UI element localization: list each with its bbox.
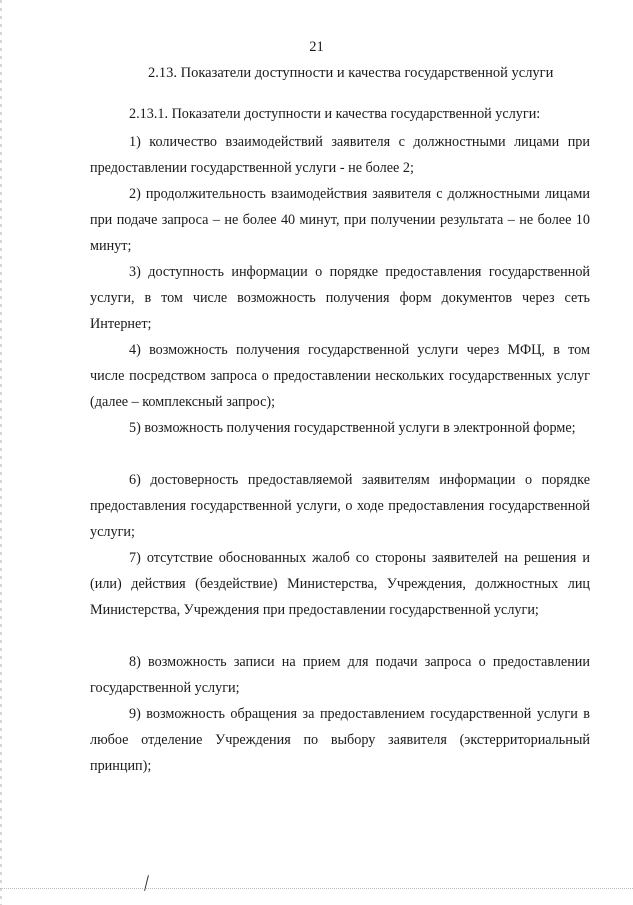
subsection-title: 2.13.1. Показатели доступности и качества государственной услуги: — [129, 106, 541, 122]
list-item-text: 6) достоверность предоставляемой заявителям информации о порядке предоставления государственной услуги, о ходе предоставления государственной услуги; — [90, 472, 590, 540]
list-item-5 — [90, 415, 590, 441]
list-item-text: 5) возможность получения государственной услуги в электронной форме; — [129, 420, 576, 436]
list-item-1 — [90, 129, 590, 181]
list-item-9 — [90, 701, 590, 779]
list-item-4 — [90, 337, 590, 415]
section-title: 2.13. Показатели доступности и качества государственной услуги — [148, 65, 554, 81]
list-item-7 — [90, 545, 590, 623]
list-item-text: 9) возможность обращения за предоставлением государственной услуги в любое отделение Учреждения по выбору заявителя (экстерриториальный принцип); — [90, 706, 590, 774]
list-item-8 — [90, 649, 590, 701]
bottom-rule — [0, 888, 633, 889]
list-item-2 — [90, 181, 590, 259]
list-item-text: 2) продолжительность взаимодействия заявителя с должностными лицами при подаче запроса – не более 40 минут, при получении результата – не более 10 минут; — [90, 186, 590, 254]
page-number: 21 — [309, 39, 324, 55]
list-item-3 — [90, 259, 590, 337]
left-edge-mark — [0, 0, 2, 905]
list-item-text: 4) возможность получения государственной услуги через МФЦ, в том числе посредством запроса о предоставлении нескольких государственных услуг (далее – комплексный запрос); — [90, 342, 590, 410]
list-item-text: 8) возможность записи на прием для подачи запроса о предоставлении государственной услуги; — [90, 654, 590, 696]
list-item-text: 7) отсутствие обоснованных жалоб со стороны заявителей на решения и (или) действия (бездействие) Министерства, Учреждения, должностных лиц Министерства, Учреждения при предоставлении государственной услуги; — [90, 550, 590, 618]
list-item-6 — [90, 467, 590, 545]
list-item-text: 3) доступность информации о порядке предоставления государственной услуги, в том числе возможность получения форм документов через сеть Интернет; — [90, 264, 590, 332]
list-item-text: 1) количество взаимодействий заявителя с должностными лицами при предоставлении государственной услуги - не более 2; — [90, 134, 590, 176]
